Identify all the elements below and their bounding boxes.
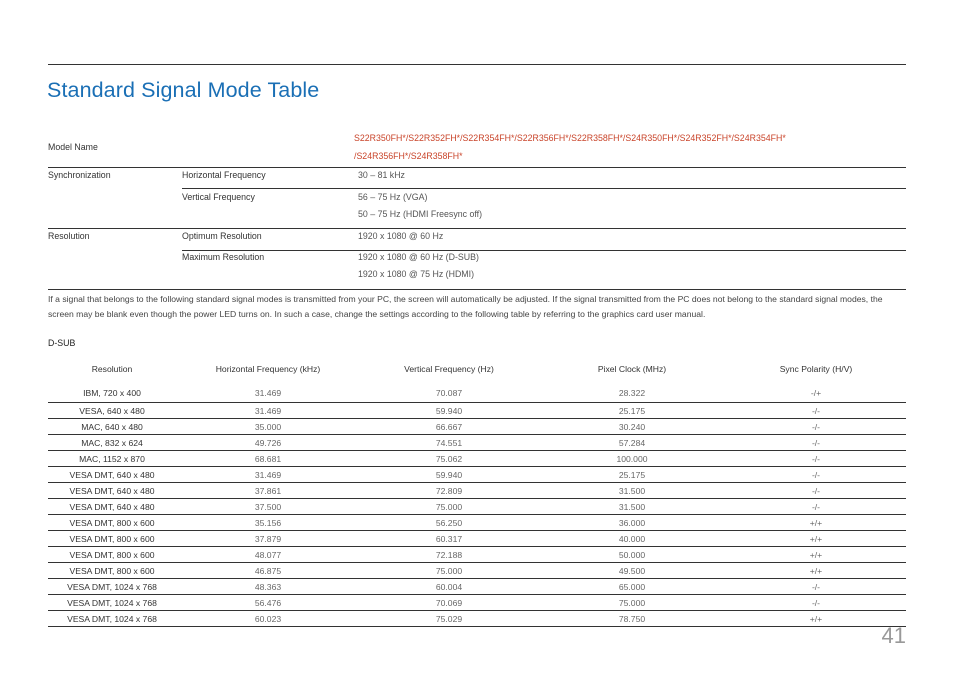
cell-vertical-frequency: 70.087 [360, 383, 538, 403]
cell-resolution: VESA DMT, 800 x 600 [48, 563, 176, 579]
cell-horizontal-frequency: 60.023 [176, 611, 360, 627]
cell-sync-polarity: -/- [726, 483, 906, 499]
cell-pixel-clock: 49.500 [538, 563, 726, 579]
cell-vertical-frequency: 72.809 [360, 483, 538, 499]
cell-horizontal-frequency: 56.476 [176, 595, 360, 611]
cell-sync-polarity: +/+ [726, 531, 906, 547]
table-row [48, 547, 906, 563]
table-row [48, 515, 906, 531]
cell-sync-polarity: -/- [726, 595, 906, 611]
optimum-resolution-label: Optimum Resolution [182, 231, 262, 241]
table-row [48, 563, 906, 579]
table-row [48, 531, 906, 547]
vertical-frequency-value-vga: 56 – 75 Hz (VGA) [358, 192, 428, 202]
cell-resolution: VESA DMT, 1024 x 768 [48, 595, 176, 611]
cell-vertical-frequency: 66.667 [360, 419, 538, 435]
table-row [48, 595, 906, 611]
cell-resolution: VESA, 640 x 480 [48, 403, 176, 419]
resolution-label: Resolution [48, 231, 90, 241]
table-body [48, 383, 906, 627]
cell-pixel-clock: 75.000 [538, 595, 726, 611]
header-sync-polarity: Sync Polarity (H/V) [726, 356, 906, 383]
cell-pixel-clock: 40.000 [538, 531, 726, 547]
model-name-line1: S22R350FH*/S22R352FH*/S22R354FH*/S22R356FH*/S22R358FH*/S24R350FH*/S24R352FH*/S24R354FH* [354, 133, 786, 143]
page-number: 41 [881, 623, 906, 648]
cell-horizontal-frequency: 48.077 [176, 547, 360, 563]
cell-horizontal-frequency: 31.469 [176, 383, 360, 403]
cell-vertical-frequency: 59.940 [360, 467, 538, 483]
table-row [48, 419, 906, 435]
table-row [48, 435, 906, 451]
cell-sync-polarity: +/+ [726, 515, 906, 531]
cell-sync-polarity: +/+ [726, 611, 906, 627]
cell-pixel-clock: 57.284 [538, 435, 726, 451]
cell-pixel-clock: 50.000 [538, 547, 726, 563]
cell-pixel-clock: 100.000 [538, 451, 726, 467]
cell-resolution: VESA DMT, 800 x 600 [48, 547, 176, 563]
cell-pixel-clock: 28.322 [538, 383, 726, 403]
cell-horizontal-frequency: 37.861 [176, 483, 360, 499]
cell-horizontal-frequency: 35.156 [176, 515, 360, 531]
cell-pixel-clock: 30.240 [538, 419, 726, 435]
header-resolution: Resolution [48, 356, 176, 383]
optimum-resolution-value: 1920 x 1080 @ 60 Hz [358, 231, 444, 241]
cell-horizontal-frequency: 31.469 [176, 467, 360, 483]
cell-sync-polarity: -/- [726, 579, 906, 595]
table-row [48, 467, 906, 483]
cell-horizontal-frequency: 37.500 [176, 499, 360, 515]
vertical-frequency-value-hdmi: 50 – 75 Hz (HDMI Freesync off) [358, 209, 483, 219]
cell-vertical-frequency: 60.004 [360, 579, 538, 595]
cell-resolution: IBM, 720 x 400 [48, 383, 176, 403]
cell-horizontal-frequency: 35.000 [176, 419, 360, 435]
table-row [48, 383, 906, 403]
dsub-heading: D-SUB [48, 338, 76, 348]
cell-sync-polarity: -/- [726, 403, 906, 419]
spec-divider [48, 289, 906, 290]
cell-sync-polarity: -/- [726, 499, 906, 515]
cell-sync-polarity: -/- [726, 419, 906, 435]
model-name-line2: /S24R356FH*/S24R358FH* [354, 151, 463, 161]
header-pixel-clock: Pixel Clock (MHz) [538, 356, 726, 383]
cell-vertical-frequency: 59.940 [360, 403, 538, 419]
cell-pixel-clock: 25.175 [538, 403, 726, 419]
cell-vertical-frequency: 75.000 [360, 563, 538, 579]
cell-vertical-frequency: 72.188 [360, 547, 538, 563]
table-row [48, 579, 906, 595]
table-row [48, 499, 906, 515]
cell-pixel-clock: 31.500 [538, 499, 726, 515]
header-vertical-frequency: Vertical Frequency (Hz) [360, 356, 538, 383]
horizontal-frequency-value: 30 – 81 kHz [358, 170, 405, 180]
maximum-resolution-value-dsub: 1920 x 1080 @ 60 Hz (D-SUB) [358, 252, 479, 262]
cell-resolution: MAC, 640 x 480 [48, 419, 176, 435]
cell-horizontal-frequency: 46.875 [176, 563, 360, 579]
cell-pixel-clock: 78.750 [538, 611, 726, 627]
cell-vertical-frequency: 75.062 [360, 451, 538, 467]
cell-sync-polarity: +/+ [726, 547, 906, 563]
cell-resolution: VESA DMT, 640 x 480 [48, 467, 176, 483]
cell-resolution: VESA DMT, 800 x 600 [48, 515, 176, 531]
page-title: Standard Signal Mode Table [47, 78, 320, 102]
cell-horizontal-frequency: 48.363 [176, 579, 360, 595]
spec-divider [182, 250, 906, 251]
cell-sync-polarity: -/+ [726, 383, 906, 403]
signal-mode-table [48, 356, 906, 627]
horizontal-frequency-label: Horizontal Frequency [182, 170, 266, 180]
table-header-row [48, 356, 906, 383]
table-row [48, 483, 906, 499]
cell-resolution: VESA DMT, 800 x 600 [48, 531, 176, 547]
cell-vertical-frequency: 70.069 [360, 595, 538, 611]
cell-vertical-frequency: 75.000 [360, 499, 538, 515]
cell-resolution: VESA DMT, 1024 x 768 [48, 611, 176, 627]
signal-note: If a signal that belongs to the following standard signal modes is transmitted from your PC, the screen will automatically be adjusted. If the signal transmitted from the PC does not belong to the standard signal modes, the screen may be blank even though the power LED turns on. In such a case, change the settings according to the following table by referring to the graphics card user manual. [48, 294, 883, 319]
cell-resolution: VESA DMT, 640 x 480 [48, 499, 176, 515]
synchronization-label: Synchronization [48, 170, 111, 180]
cell-vertical-frequency: 60.317 [360, 531, 538, 547]
cell-resolution: VESA DMT, 640 x 480 [48, 483, 176, 499]
cell-sync-polarity: +/+ [726, 563, 906, 579]
cell-horizontal-frequency: 49.726 [176, 435, 360, 451]
cell-horizontal-frequency: 37.879 [176, 531, 360, 547]
header-horizontal-frequency: Horizontal Frequency (kHz) [176, 356, 360, 383]
cell-pixel-clock: 25.175 [538, 467, 726, 483]
top-rule [48, 64, 906, 65]
spec-divider [182, 188, 906, 189]
cell-horizontal-frequency: 68.681 [176, 451, 360, 467]
table-row [48, 611, 906, 627]
cell-sync-polarity: -/- [726, 467, 906, 483]
cell-resolution: VESA DMT, 1024 x 768 [48, 579, 176, 595]
cell-sync-polarity: -/- [726, 435, 906, 451]
spec-divider [48, 167, 906, 168]
cell-vertical-frequency: 75.029 [360, 611, 538, 627]
model-name-label: Model Name [48, 142, 98, 152]
cell-resolution: MAC, 832 x 624 [48, 435, 176, 451]
spec-divider [48, 228, 906, 229]
maximum-resolution-value-hdmi: 1920 x 1080 @ 75 Hz (HDMI) [358, 269, 475, 279]
cell-pixel-clock: 36.000 [538, 515, 726, 531]
cell-resolution: MAC, 1152 x 870 [48, 451, 176, 467]
table-row [48, 403, 906, 419]
cell-horizontal-frequency: 31.469 [176, 403, 360, 419]
cell-pixel-clock: 65.000 [538, 579, 726, 595]
maximum-resolution-label: Maximum Resolution [182, 252, 265, 262]
cell-pixel-clock: 31.500 [538, 483, 726, 499]
cell-sync-polarity: -/- [726, 451, 906, 467]
table-row [48, 451, 906, 467]
cell-vertical-frequency: 74.551 [360, 435, 538, 451]
vertical-frequency-label: Vertical Frequency [182, 192, 255, 202]
cell-vertical-frequency: 56.250 [360, 515, 538, 531]
